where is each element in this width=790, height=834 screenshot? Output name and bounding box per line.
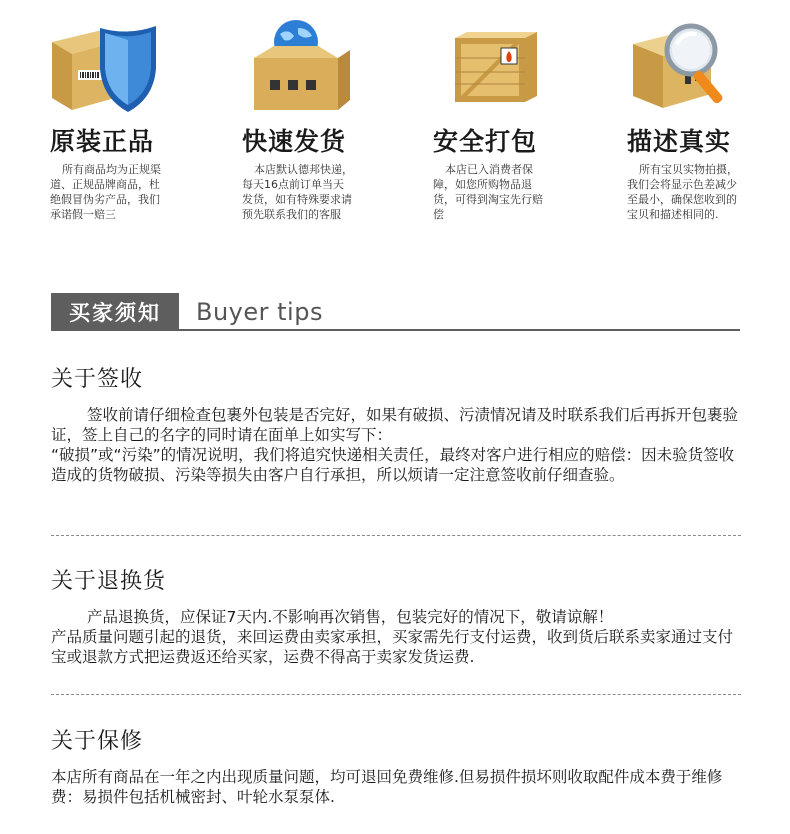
- shield-box-icon: [50, 20, 180, 115]
- section-title: 关于保修: [51, 729, 144, 754]
- buyer-tips-label-cn: 买家须知: [51, 293, 179, 331]
- section-paragraph: 签收前请仔细检查包裹外包装是否完好，如果有破损、污渍情况请及时联系我们后再拆开包裹验证，签上自己的名字的同时请在面单上如实写下：: [51, 406, 739, 444]
- section-title: 关于签收: [51, 367, 144, 392]
- magnifier-box-icon: [631, 20, 761, 115]
- wooden-crate-icon: [453, 20, 583, 115]
- dashed-divider: [51, 694, 741, 695]
- section-body: [51, 405, 741, 485]
- header-underline: [179, 329, 740, 331]
- buyer-tips-label-en: Buyer tips: [196, 298, 323, 326]
- section-body: [51, 767, 741, 807]
- feature-description: 本店默认德邦快递，每天16点前订单当天发货，如有特殊要求请预先联系我们的客服: [242, 163, 353, 221]
- feature-description: 所有宝贝实物拍摄，我们会将显示色差减少至最小，确保您收到的宝贝和描述相同的.: [627, 163, 738, 221]
- section-title: 关于退换货: [51, 569, 167, 594]
- section-returns: [51, 564, 741, 667]
- section-paragraph: “破损”或“污染”的情况说明，我们将追究快递相关责任，最终对客户进行相应的赔偿：因未验货签收造成的货物破损、污染等损失由客户自行承担，所以烦请一定注意签收前仔细查验。: [51, 446, 735, 484]
- feature-title: 安全打包: [433, 127, 538, 156]
- buyer-tips-header: [51, 293, 740, 333]
- dashed-divider: [51, 535, 741, 536]
- feature-description: 本店已入消费者保障，如您所购物品退货，可得到淘宝先行赔偿: [433, 163, 543, 221]
- section-warranty: [51, 724, 741, 807]
- section-paragraph: 产品退换货，应保证7天内.不影响再次销售，包装完好的情况下，敬请谅解！: [87, 608, 614, 626]
- globe-box-icon: [254, 20, 384, 115]
- section-body: [51, 607, 741, 667]
- feature-title: 快速发货: [242, 127, 347, 156]
- section-signing: [51, 362, 741, 485]
- feature-title: 原装正品: [50, 127, 155, 156]
- feature-title: 描述真实: [627, 127, 732, 156]
- section-paragraph: 本店所有商品在一年之内出现质量问题，均可退回免费维修.但易损件损坏则收取配件成本费于维修费：易损件包括机械密封、叶轮水泵泵体.: [51, 768, 723, 806]
- features-row: [0, 0, 790, 260]
- section-paragraph: 产品质量问题引起的退货，来回运费由卖家承担，买家需先行支付运费，收到货后联系卖家通过支付宝或退款方式把运费返还给买家，运费不得高于卖家发货运费.: [51, 628, 734, 666]
- feature-description: 所有商品均为正规渠道、正规品牌商品，杜绝假冒伪劣产品，我们承诺假一赔三: [50, 163, 161, 221]
